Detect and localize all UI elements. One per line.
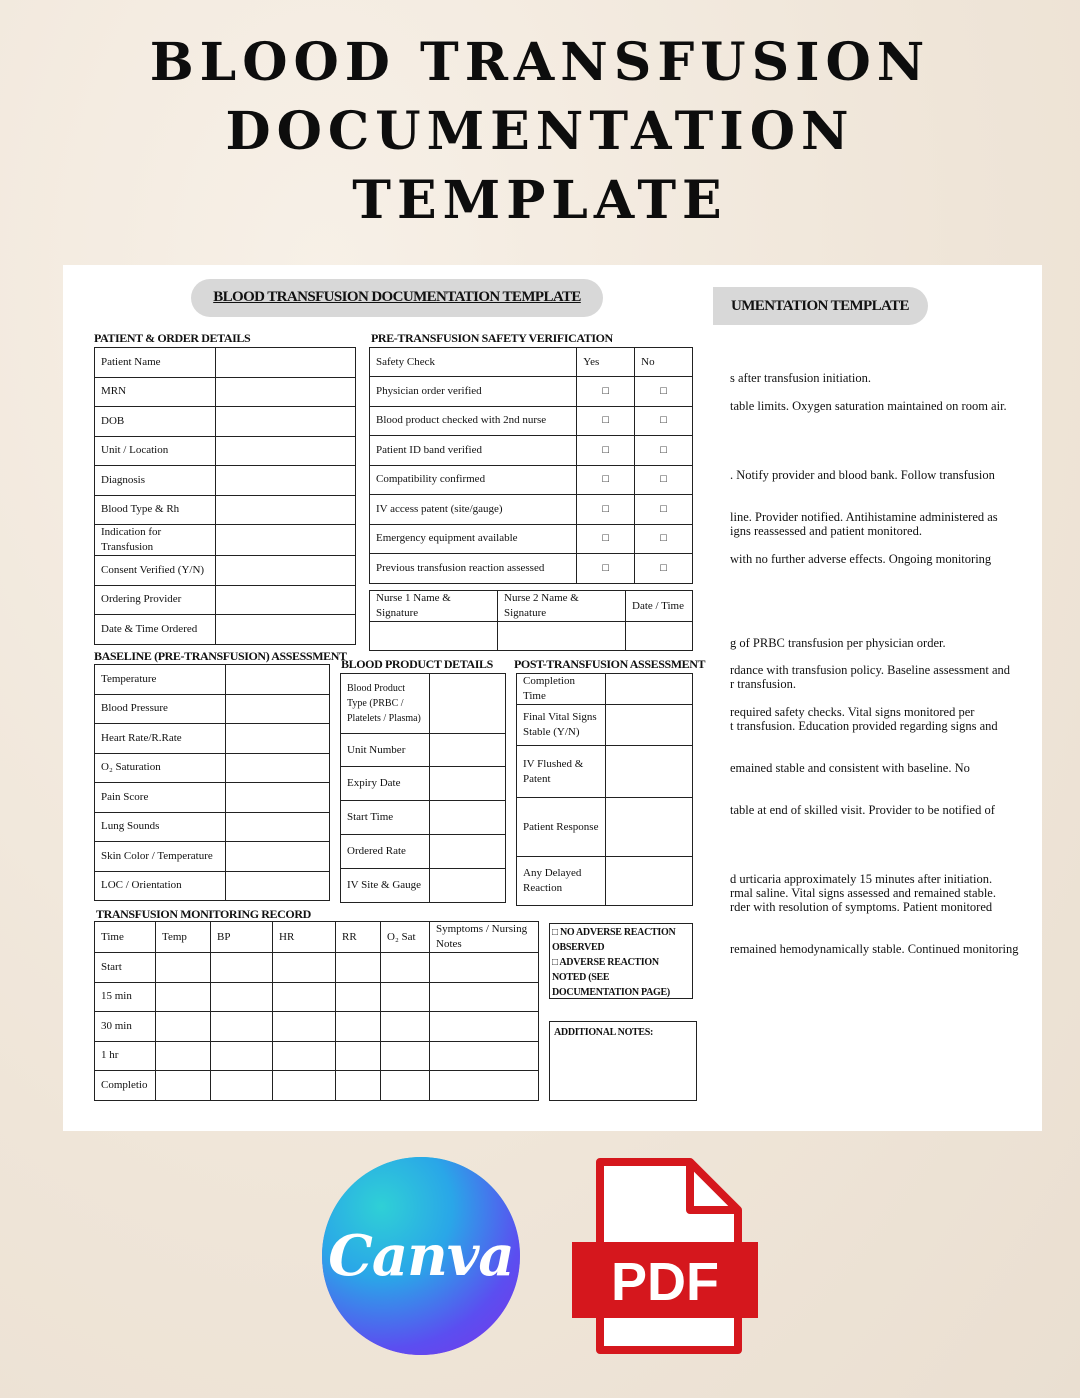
- field-label: Blood Type & Rh: [95, 495, 216, 525]
- table-row: [95, 377, 356, 407]
- field-input[interactable]: [216, 556, 356, 586]
- table-row: [95, 694, 330, 724]
- note-line: igns reassessed and patient monitored.: [730, 524, 922, 538]
- checkbox-no[interactable]: □: [635, 406, 693, 436]
- table-row: [517, 857, 693, 906]
- table-row: [370, 554, 693, 584]
- table-row: [341, 674, 506, 734]
- back-page-notes: [730, 265, 1042, 1131]
- section-heading-patient: PATIENT & ORDER DETAILS: [94, 331, 251, 345]
- field-label: LOC / Orientation: [95, 871, 226, 901]
- safety-check-label: Physician order verified: [370, 377, 577, 407]
- safety-check-label: Blood product checked with 2nd nurse: [370, 406, 577, 436]
- record-cell[interactable]: [430, 1041, 539, 1071]
- field-label: Skin Color / Temperature: [95, 842, 226, 872]
- note-line: rder with resolution of symptoms. Patient monitored: [730, 900, 993, 914]
- field-label: Blood Pressure: [95, 694, 226, 724]
- no-reaction-option[interactable]: □ NO ADVERSE REACTION: [552, 927, 676, 938]
- field-label: Ordered Rate: [341, 835, 430, 869]
- field-input[interactable]: [430, 767, 506, 801]
- monitoring-record-table: [94, 921, 539, 1101]
- field-input[interactable]: [430, 835, 506, 869]
- table-row: [370, 436, 693, 466]
- time-label: Start: [95, 953, 156, 983]
- field-label: Consent Verified (Y/N): [95, 556, 216, 586]
- checkbox-no[interactable]: □: [635, 554, 693, 584]
- pdf-label-text: PDF: [611, 1252, 719, 1312]
- field-input[interactable]: [606, 674, 693, 705]
- note-line: required safety checks. Vital signs monitored per: [730, 705, 975, 719]
- sign-col-nurse1: Nurse 1 Name & Signature: [370, 591, 498, 622]
- record-cell[interactable]: [381, 953, 430, 983]
- safety-check-label: Previous transfusion reaction assessed: [370, 554, 577, 584]
- table-row: [341, 869, 506, 903]
- form-title: BLOOD TRANSFUSION DOCUMENTATION TEMPLATE: [213, 289, 581, 305]
- checkbox-yes[interactable]: □: [577, 406, 635, 436]
- additional-notes-box[interactable]: [549, 1021, 697, 1101]
- table-row: [95, 1012, 539, 1042]
- table-row: [370, 495, 693, 525]
- table-row: [95, 615, 356, 645]
- record-cell[interactable]: [156, 953, 211, 983]
- field-label: Completion Time: [517, 674, 606, 705]
- field-input[interactable]: [216, 377, 356, 407]
- field-label: Indication for Transfusion: [95, 525, 216, 556]
- field-input[interactable]: [430, 674, 506, 734]
- field-label: Diagnosis: [95, 466, 216, 496]
- record-cell[interactable]: [211, 982, 273, 1012]
- field-label: Lung Sounds: [95, 812, 226, 842]
- table-row: [95, 348, 356, 378]
- nurse2-signature-field[interactable]: [498, 622, 626, 651]
- field-input[interactable]: [216, 615, 356, 645]
- adverse-reaction-box: [549, 923, 693, 999]
- checkbox-yes[interactable]: □: [577, 436, 635, 466]
- note-line: . Notify provider and blood bank. Follow transfusion: [730, 468, 995, 482]
- field-input[interactable]: [226, 871, 330, 901]
- record-cell[interactable]: [430, 1071, 539, 1101]
- record-cell[interactable]: [156, 1012, 211, 1042]
- safety-verification-table: [369, 347, 693, 584]
- hero-title-line-2: DOCUMENTATION: [225, 101, 855, 162]
- table-row: [341, 801, 506, 835]
- table-row: [370, 406, 693, 436]
- field-label: Expiry Date: [341, 767, 430, 801]
- table-row: [95, 556, 356, 586]
- table-row: [341, 835, 506, 869]
- field-input[interactable]: [216, 585, 356, 615]
- hero-title-line-1: BLOOD TRANSFUSION: [149, 32, 931, 93]
- reaction-text: DOCUMENTATION PAGE): [552, 987, 670, 998]
- table-row: [95, 665, 330, 695]
- canva-logo: [322, 1157, 520, 1355]
- table-row: [95, 436, 356, 466]
- record-cell[interactable]: [430, 953, 539, 983]
- record-cell[interactable]: [336, 1012, 381, 1042]
- field-label: Unit / Location: [95, 436, 216, 466]
- table-row: [370, 465, 693, 495]
- sign-col-datetime: Date / Time: [626, 591, 693, 622]
- record-cell[interactable]: [273, 1041, 336, 1071]
- time-label: 1 hr: [95, 1041, 156, 1071]
- field-input[interactable]: [216, 466, 356, 496]
- note-line: table at end of skilled visit. Provider to be notified of: [730, 803, 995, 817]
- field-input[interactable]: [216, 525, 356, 556]
- table-row: [370, 524, 693, 554]
- field-input[interactable]: [226, 783, 330, 813]
- table-row: [341, 734, 506, 767]
- field-label: Ordering Provider: [95, 585, 216, 615]
- column-header: O₂ Sat: [381, 922, 430, 953]
- column-header: BP: [211, 922, 273, 953]
- table-row: [517, 705, 693, 746]
- column-header: Temp: [156, 922, 211, 953]
- table-header-row: [370, 348, 693, 377]
- column-header: No: [635, 348, 693, 377]
- field-label: Temperature: [95, 665, 226, 695]
- table-row: [95, 753, 330, 783]
- nurse-signature-table: [369, 590, 693, 651]
- field-input[interactable]: [216, 407, 356, 437]
- record-cell[interactable]: [273, 982, 336, 1012]
- additional-notes-label: ADDITIONAL NOTES:: [554, 1027, 654, 1038]
- record-cell[interactable]: [156, 1071, 211, 1101]
- section-heading-monitoring: TRANSFUSION MONITORING RECORD: [96, 907, 311, 921]
- time-label: 15 min: [95, 982, 156, 1012]
- table-header-row: [95, 922, 539, 953]
- record-cell[interactable]: [430, 1012, 539, 1042]
- time-label: Completio: [95, 1071, 156, 1101]
- note-line: table limits. Oxygen saturation maintained on room air.: [730, 399, 1007, 413]
- record-cell[interactable]: [336, 982, 381, 1012]
- checkbox-yes[interactable]: □: [577, 465, 635, 495]
- column-header: Symptoms / Nursing Notes: [430, 922, 539, 953]
- time-label: 30 min: [95, 1012, 156, 1042]
- record-cell[interactable]: [273, 953, 336, 983]
- field-input[interactable]: [606, 798, 693, 857]
- table-row: [341, 767, 506, 801]
- baseline-assessment-table: [94, 664, 330, 901]
- field-input[interactable]: [216, 348, 356, 378]
- field-input[interactable]: [216, 436, 356, 466]
- record-cell[interactable]: [211, 1012, 273, 1042]
- record-cell[interactable]: [336, 953, 381, 983]
- checkbox-yes[interactable]: □: [577, 524, 635, 554]
- blood-product-table: [340, 673, 506, 903]
- checkbox-no[interactable]: □: [635, 465, 693, 495]
- table-row: [95, 812, 330, 842]
- safety-check-label: Emergency equipment available: [370, 524, 577, 554]
- table-row: [95, 783, 330, 813]
- checkbox-yes[interactable]: □: [577, 377, 635, 407]
- canva-logo-text: Canva: [328, 1223, 514, 1289]
- table-row: [517, 746, 693, 798]
- field-input[interactable]: [226, 753, 330, 783]
- field-label: O₂ Saturation: [95, 753, 226, 783]
- checkbox-no[interactable]: □: [635, 436, 693, 466]
- record-cell[interactable]: [211, 953, 273, 983]
- table-row: [95, 495, 356, 525]
- table-row: [95, 724, 330, 754]
- checkbox-no[interactable]: □: [635, 377, 693, 407]
- field-label: IV Flushed & Patent: [517, 746, 606, 798]
- section-heading-baseline: BASELINE (PRE-TRANSFUSION) ASSESSMENT: [94, 649, 347, 663]
- note-line: t transfusion. Education provided regarding signs and: [730, 719, 998, 733]
- note-line: rdance with transfusion policy. Baseline assessment and: [730, 663, 1011, 677]
- checkbox-no[interactable]: □: [635, 524, 693, 554]
- table-row: [95, 1041, 539, 1071]
- nurse1-signature-field[interactable]: [370, 622, 498, 651]
- field-label: Start Time: [341, 801, 430, 835]
- field-label: MRN: [95, 377, 216, 407]
- field-input[interactable]: [430, 801, 506, 835]
- reaction-text: OBSERVED: [552, 942, 605, 953]
- table-row: [370, 377, 693, 407]
- table-row: [517, 798, 693, 857]
- section-heading-post: POST-TRANSFUSION ASSESSMENT: [514, 657, 706, 671]
- record-cell[interactable]: [273, 1071, 336, 1101]
- field-input[interactable]: [430, 734, 506, 767]
- table-row: [95, 953, 539, 983]
- field-input[interactable]: [430, 869, 506, 903]
- reaction-text: NOTED (SEE: [552, 972, 610, 983]
- note-line: s after transfusion initiation.: [730, 371, 871, 385]
- patient-order-table: [94, 347, 356, 645]
- note-line: d urticaria approximately 15 minutes after initiation.: [730, 872, 993, 886]
- safety-check-label: Compatibility confirmed: [370, 465, 577, 495]
- sign-col-nurse2: Nurse 2 Name & Signature: [498, 591, 626, 622]
- field-label: Patient Name: [95, 348, 216, 378]
- field-label: Pain Score: [95, 783, 226, 813]
- pdf-file-icon: [572, 1158, 758, 1356]
- column-header: Time: [95, 922, 156, 953]
- sign-datetime-field[interactable]: [626, 622, 693, 651]
- field-label: IV Site & Gauge: [341, 869, 430, 903]
- record-cell[interactable]: [211, 1041, 273, 1071]
- table-row: [95, 585, 356, 615]
- field-label: Any Delayed Reaction: [517, 857, 606, 906]
- field-input[interactable]: [226, 694, 330, 724]
- field-input[interactable]: [226, 724, 330, 754]
- field-label: Final Vital Signs Stable (Y/N): [517, 705, 606, 746]
- post-transfusion-table: [516, 673, 693, 906]
- field-input[interactable]: [226, 665, 330, 695]
- field-input[interactable]: [606, 746, 693, 798]
- record-cell[interactable]: [336, 1041, 381, 1071]
- field-input[interactable]: [226, 812, 330, 842]
- field-label: DOB: [95, 407, 216, 437]
- record-cell[interactable]: [430, 982, 539, 1012]
- table-row: [95, 525, 356, 556]
- note-line: rmal saline. Vital signs assessed and remained stable.: [730, 886, 996, 900]
- hero-title: [0, 28, 1080, 235]
- column-header: HR: [273, 922, 336, 953]
- note-line: with no further adverse effects. Ongoing monitoring: [730, 552, 992, 566]
- field-input[interactable]: [216, 495, 356, 525]
- safety-check-label: Patient ID band verified: [370, 436, 577, 466]
- section-heading-safety: PRE-TRANSFUSION SAFETY VERIFICATION: [371, 331, 613, 345]
- column-header: Yes: [577, 348, 635, 377]
- checkbox-yes[interactable]: □: [577, 495, 635, 525]
- form-title-pill: [191, 279, 603, 317]
- table-row: [95, 871, 330, 901]
- record-cell[interactable]: [381, 1012, 430, 1042]
- field-label: Patient Response: [517, 798, 606, 857]
- checkbox-yes[interactable]: □: [577, 554, 635, 584]
- table-row: [517, 674, 693, 705]
- field-label: Date & Time Ordered: [95, 615, 216, 645]
- table-row: [95, 466, 356, 496]
- template-preview-sheet: [63, 265, 1042, 1131]
- note-line: remained hemodynamically stable. Continued monitoring: [730, 942, 1019, 956]
- record-cell[interactable]: [336, 1071, 381, 1101]
- table-row: [95, 842, 330, 872]
- checkbox-no[interactable]: □: [635, 495, 693, 525]
- table-row: [95, 982, 539, 1012]
- table-row: [95, 1071, 539, 1101]
- back-page-title: UMENTATION TEMPLATE: [731, 298, 909, 314]
- record-cell[interactable]: [381, 982, 430, 1012]
- column-header: RR: [336, 922, 381, 953]
- record-cell[interactable]: [211, 1071, 273, 1101]
- field-label: Heart Rate/R.Rate: [95, 724, 226, 754]
- record-cell[interactable]: [156, 982, 211, 1012]
- safety-check-label: IV access patent (site/gauge): [370, 495, 577, 525]
- record-cell[interactable]: [156, 1041, 211, 1071]
- field-label: Unit Number: [341, 734, 430, 767]
- table-row: [95, 407, 356, 437]
- field-input[interactable]: [606, 857, 693, 906]
- field-input[interactable]: [606, 705, 693, 746]
- note-line: line. Provider notified. Antihistamine administered as: [730, 510, 998, 524]
- column-header: Safety Check: [370, 348, 577, 377]
- note-line: emained stable and consistent with baseline. No: [730, 761, 970, 775]
- record-cell[interactable]: [381, 1071, 430, 1101]
- record-cell[interactable]: [381, 1041, 430, 1071]
- field-input[interactable]: [226, 842, 330, 872]
- note-line: r transfusion.: [730, 677, 796, 691]
- field-label: Blood Product Type (PRBC / Platelets / Plasma): [341, 674, 430, 734]
- record-cell[interactable]: [273, 1012, 336, 1042]
- adverse-reaction-option[interactable]: □ ADVERSE REACTION: [552, 957, 659, 968]
- hero-title-line-3: TEMPLATE: [352, 170, 728, 231]
- note-line: g of PRBC transfusion per physician order.: [730, 636, 946, 650]
- section-heading-product: BLOOD PRODUCT DETAILS: [341, 657, 493, 671]
